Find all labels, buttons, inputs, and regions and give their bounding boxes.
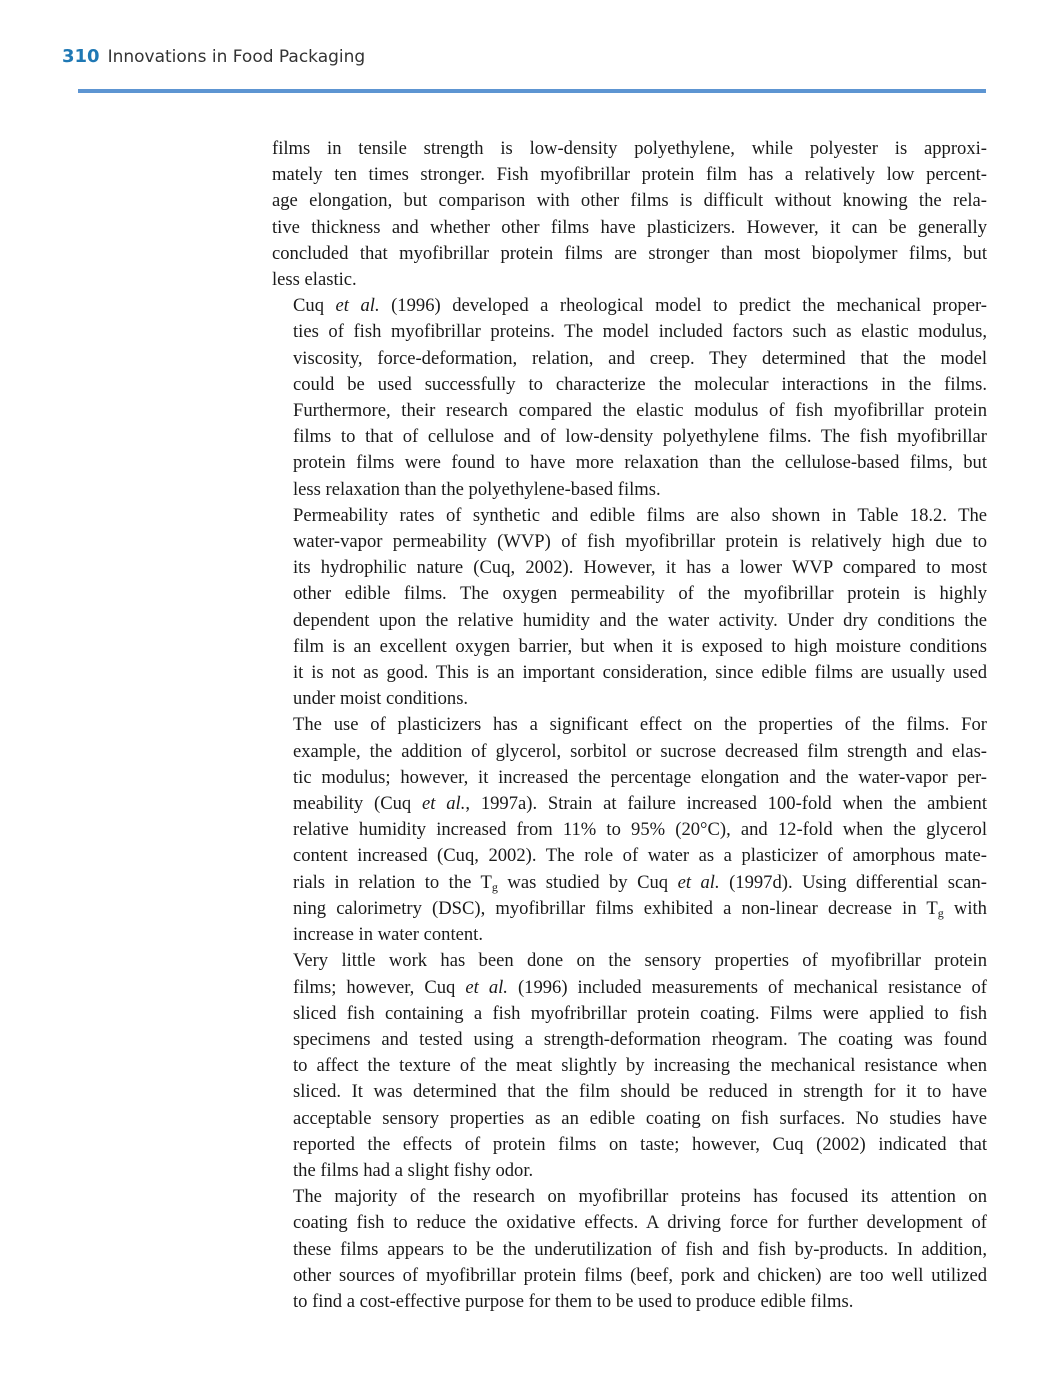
- text-line: tive thickness and whether other films have plasticizers. However, it can be generally: [272, 216, 987, 238]
- text-line: meability (Cuq et al., 1997a). Strain at failure increased 100-fold when the ambient: [293, 793, 988, 815]
- text-line: it is not as good. This is an important consideration, since edible films are usually used: [293, 662, 987, 684]
- text-line: sliced. It was determined that the film should be reduced in strength for it to have: [293, 1081, 987, 1103]
- paragraph-p6: [272, 1184, 987, 1315]
- paragraph-p3: [272, 503, 987, 713]
- text-line: other sources of myofibrillar protein films (beef, pork and chicken) are too well utilized: [293, 1264, 987, 1286]
- text-line: could be used successfully to characterize the molecular interactions in the films.: [293, 373, 987, 395]
- text-line: to find a cost-effective purpose for them to be used to produce edible films.: [293, 1290, 854, 1312]
- page-number: 310: [62, 46, 100, 67]
- text-line: relative humidity increased from 11% to 95% (20°C), and 12-fold when the glycerol: [293, 819, 987, 841]
- text-line: viscosity, force-deformation, relation, and creep. They determined that the model: [293, 347, 987, 369]
- running-title: Innovations in Food Packaging: [107, 47, 366, 67]
- text-line: Very little work has been done on the sensory properties of myofibrillar protein: [293, 950, 987, 972]
- header-rule: [78, 89, 986, 93]
- text-line: other edible films. The oxygen permeability of the myofibrillar protein is highly: [293, 583, 987, 605]
- text-line: mately ten times stronger. Fish myofibrillar protein film has a relatively low percent-: [272, 164, 987, 186]
- text-line: films in tensile strength is low-density polyethylene, while polyester is approxi-: [272, 138, 987, 159]
- text-line: Permeability rates of synthetic and edible films are also shown in Table 18.2. The: [293, 504, 987, 526]
- text-line: the films had a slight fishy odor.: [293, 1159, 534, 1181]
- body-text: [272, 136, 987, 1315]
- paragraph-p1: [272, 136, 987, 293]
- text-line: water-vapor permeability (WVP) of fish myofibrillar protein is relatively high due to: [293, 531, 987, 553]
- text-line: concluded that myofibrillar protein films are stronger than most biopolymer films, but: [272, 242, 987, 264]
- text-line: Furthermore, their research compared the elastic modulus of fish myofibrillar protein: [293, 400, 987, 422]
- text-line: ning calorimetry (DSC), myofibrillar films exhibited a non-linear decrease in $T_g$ with: [293, 897, 987, 920]
- text-line: film is an excellent oxygen barrier, but when it is exposed to high moisture conditions: [293, 635, 987, 657]
- text-line: ties of fish myofibrillar proteins. The model included factors such as elastic modulus,: [293, 321, 987, 343]
- text-line: increase in water content.: [293, 924, 483, 946]
- text-line: age elongation, but comparison with other films is difficult without knowing the rela-: [272, 190, 987, 212]
- text-line: dependent upon the relative humidity and the water activity. Under dry conditions the: [293, 609, 987, 631]
- text-line: protein films were found to have more relaxation than the cellulose-based films, but: [293, 452, 987, 474]
- paragraph-p5: [272, 948, 987, 1184]
- paragraph-p2: [272, 293, 987, 503]
- text-line: acceptable sensory properties as an edible coating on fish surfaces. No studies have: [293, 1107, 987, 1129]
- text-line: rials in relation to the $T_g$ was studied by Cuq et al. (1997d). Using differential scan-: [293, 871, 987, 894]
- text-line: coating fish to reduce the oxidative effects. A driving force for further development of: [293, 1212, 987, 1234]
- text-line: less relaxation than the polyethylene-based films.: [293, 478, 661, 500]
- running-header: [62, 46, 365, 76]
- text-line: under moist conditions.: [293, 688, 469, 710]
- text-line: reported the effects of protein films on taste; however, Cuq (2002) indicated that: [293, 1133, 987, 1155]
- text-line: sliced fish containing a fish myofribrillar protein coating. Films were applied to fish: [293, 1002, 987, 1024]
- text-line: these films appears to be the underutilization of fish and fish by-products. In addition,: [293, 1238, 987, 1260]
- text-line: films; however, Cuq et al. (1996) included measurements of mechanical resistance of: [293, 976, 987, 998]
- text-line: Cuq et al. (1996) developed a rheological model to predict the mechanical proper-: [293, 295, 987, 317]
- text-line: its hydrophilic nature (Cuq, 2002). However, it has a lower WVP compared to most: [293, 557, 987, 579]
- text-line: example, the addition of glycerol, sorbitol or sucrose decreased film strength and elas-: [293, 740, 987, 762]
- text-line: tic modulus; however, it increased the percentage elongation and the water-vapor per-: [293, 766, 987, 788]
- text-line: The use of plasticizers has a significant effect on the properties of the films. For: [293, 714, 987, 736]
- text-line: content increased (Cuq, 2002). The role of water as a plasticizer of amorphous mate-: [293, 845, 987, 867]
- text-line: specimens and tested using a strength-deformation rheogram. The coating was found: [293, 1028, 987, 1050]
- text-line: less elastic.: [272, 269, 357, 291]
- text-line: The majority of the research on myofibrillar proteins has focused its attention on: [293, 1186, 987, 1208]
- text-line: to affect the texture of the meat slightly by increasing the mechanical resistance when: [293, 1055, 987, 1077]
- text-line: films to that of cellulose and of low-density polyethylene films. The fish myofibrillar: [293, 426, 987, 448]
- paragraph-p4: [272, 712, 987, 948]
